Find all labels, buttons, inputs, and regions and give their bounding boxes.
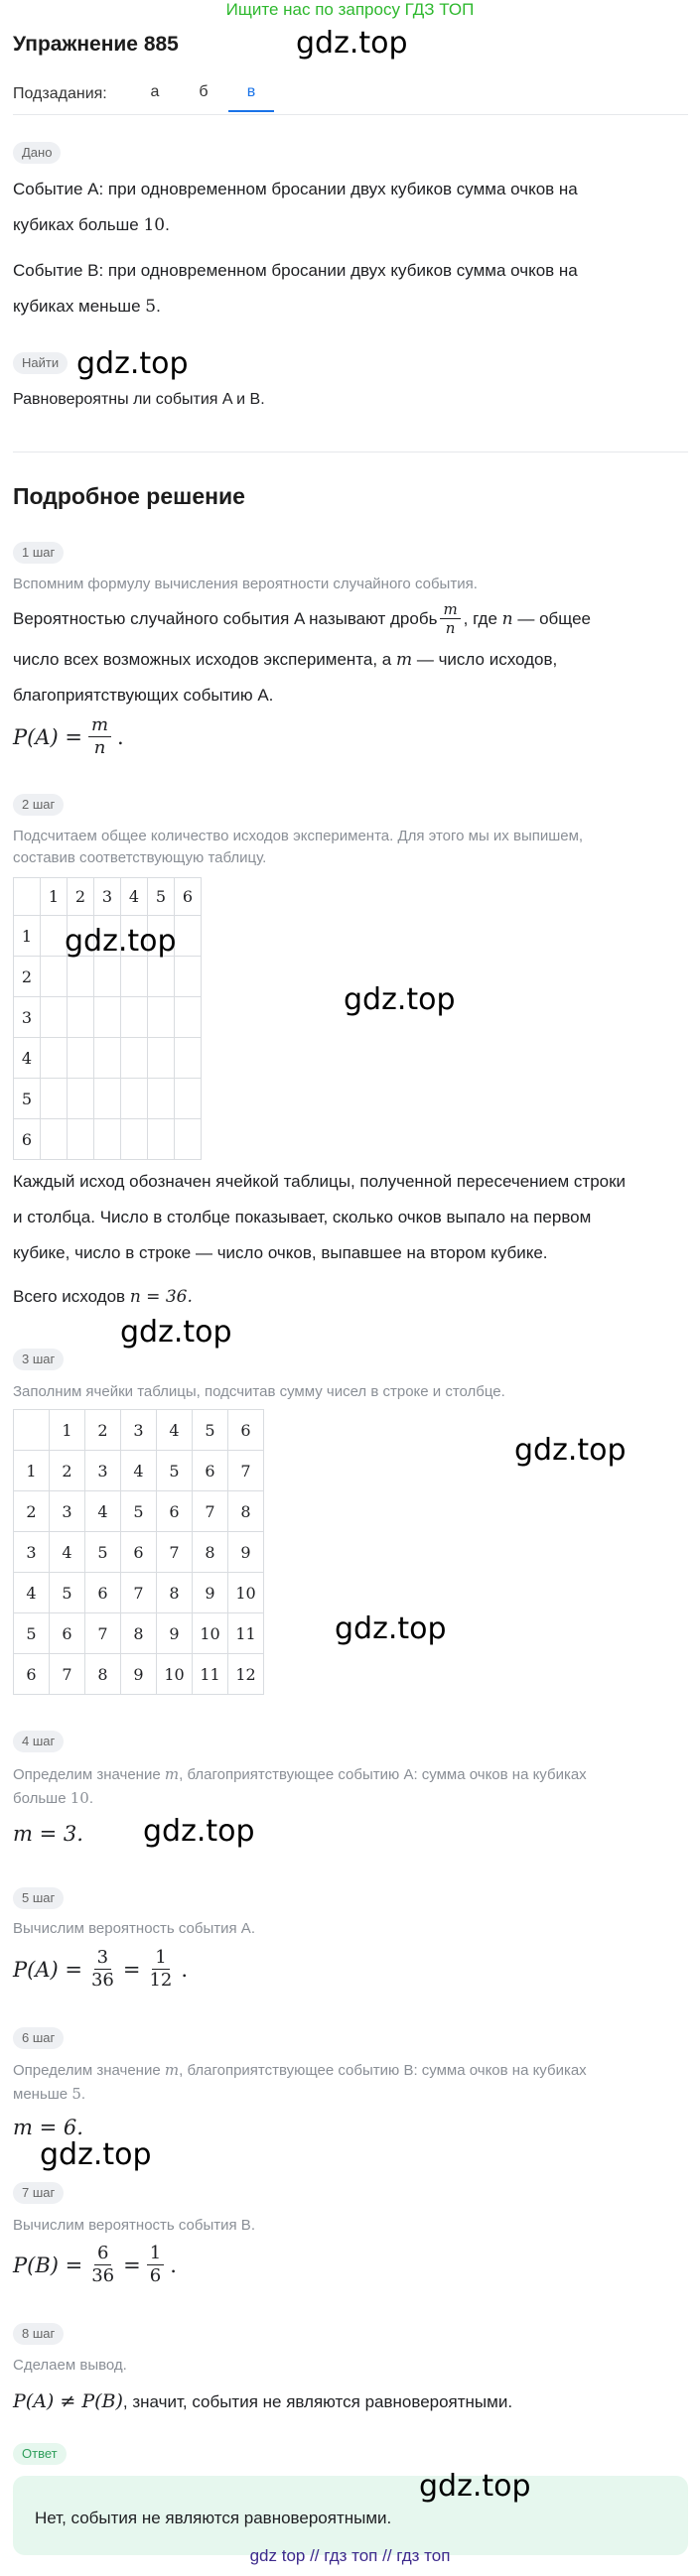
answer-chip: Ответ: [13, 2443, 67, 2465]
given-chip: Дано: [13, 142, 61, 164]
row-header-cell: 1: [14, 916, 41, 957]
table-header-cell: 5: [148, 878, 175, 916]
solution-title: Подробное решение: [13, 483, 245, 509]
step-6-chip: 6 шаг: [13, 2027, 64, 2049]
table-cell: [121, 1079, 148, 1119]
table-header-cell: 1: [14, 1451, 50, 1491]
step-8-conclusion: [13, 2383, 678, 2420]
outcomes-table: [13, 877, 202, 1160]
table-row: [14, 1451, 264, 1491]
total-formula: n = 36.: [129, 1287, 193, 1307]
sum-cell: 7: [85, 1613, 121, 1654]
sum-cell: 4: [50, 1532, 85, 1573]
step-4-number: 10: [70, 1789, 89, 1807]
event-b-line1: Событие B: при одновременном бросании двух кубиков сумма очков на: [13, 261, 578, 280]
row-header-cell: 4: [14, 1038, 41, 1079]
step-5-fraction-2: [146, 1947, 175, 1992]
fraction-denominator: 6: [149, 2265, 162, 2286]
sum-cell: 9: [228, 1532, 264, 1573]
sum-cell: 7: [50, 1654, 85, 1695]
step-7-hint: Вычислим вероятность события B.: [13, 2217, 255, 2234]
sum-cell: 4: [121, 1451, 157, 1491]
table-header-cell: [14, 1410, 50, 1451]
sum-cell: 7: [193, 1491, 228, 1532]
step-6-number: 5: [71, 2085, 81, 2103]
table-header-cell: 2: [68, 878, 94, 916]
table-cell: [148, 1038, 175, 1079]
step-1-line2: [13, 642, 678, 678]
step-4-hint-c: больше: [13, 1790, 67, 1807]
fraction-numerator: 3: [94, 1947, 111, 1970]
sum-cell: 9: [157, 1613, 193, 1654]
formula-end: .: [170, 2253, 177, 2277]
step-4-chip: 4 шаг: [13, 1731, 64, 1752]
table-row: [14, 1038, 202, 1079]
find-question: Равновероятны ли события A и B.: [13, 391, 265, 408]
step-2-chip: 2 шаг: [13, 794, 64, 816]
table-cell: [68, 957, 94, 997]
fraction-denominator: 36: [91, 2265, 115, 2286]
formula-end: .: [181, 1957, 189, 1982]
event-b-number: 5: [145, 297, 157, 317]
var-m: m: [395, 650, 413, 670]
table-cell: [148, 1079, 175, 1119]
step-4-hint-1: [13, 1762, 678, 1787]
event-a-line1: Событие A: при одновременном бросании двух кубиков сумма очков на: [13, 180, 578, 198]
step-1-line1: [13, 600, 678, 637]
table-cell: [175, 1119, 202, 1160]
sum-cell: 9: [193, 1573, 228, 1613]
sum-cell: 3: [85, 1451, 121, 1491]
step-1-line2-b: — число исходов,: [416, 650, 558, 669]
table-header-cell: [14, 878, 41, 916]
step-4-var: m: [164, 1765, 180, 1783]
row-header-cell: 6: [14, 1119, 41, 1160]
table-header-cell: 2: [85, 1410, 121, 1451]
sum-cell: 10: [193, 1613, 228, 1654]
step-4-hint-a: Определим значение: [13, 1766, 161, 1783]
table-header-cell: 6: [228, 1410, 264, 1451]
equals-sign: =: [122, 1957, 141, 1982]
table-header-cell: 3: [94, 878, 121, 916]
sum-cell: 6: [193, 1451, 228, 1491]
step-1-hint: Вспомним формулу вычисления вероятности случайного события.: [13, 576, 478, 592]
step-4-hint-2: [13, 1786, 678, 1811]
table-cell: [68, 1119, 94, 1160]
event-a-cont: кубиках больше: [13, 215, 139, 234]
page-title: Упражнение 885: [13, 33, 179, 56]
step-1-line1-b: , где: [463, 608, 497, 628]
sum-cell: 7: [228, 1451, 264, 1491]
table-cell: [94, 1119, 121, 1160]
table-cell: [68, 997, 94, 1038]
table-cell: [175, 957, 202, 997]
formula-lhs: P(A) =: [13, 724, 82, 749]
table-cell: [148, 997, 175, 1038]
step-5-hint: Вычислим вероятность события A.: [13, 1920, 255, 1937]
table-row: [14, 997, 202, 1038]
step-6-formula: m = 6.: [13, 2116, 83, 2139]
step-7-fraction-2: [147, 2243, 164, 2287]
table-row: [14, 957, 202, 997]
table-cell: [121, 957, 148, 997]
answer-text: Нет, события не являются равновероятными.: [35, 2509, 392, 2527]
sum-cell: 8: [157, 1573, 193, 1613]
table-header-cell: 5: [193, 1410, 228, 1451]
row-header-cell: 2: [14, 957, 41, 997]
table-header-cell: 1: [41, 878, 68, 916]
search-banner[interactable]: Ищите нас по запросу ГДЗ ТОП: [225, 0, 475, 19]
sum-cell: 8: [121, 1613, 157, 1654]
fraction-denominator: n: [445, 619, 456, 637]
sum-cell: 5: [157, 1451, 193, 1491]
table-cell: [41, 1119, 68, 1160]
step-1-line1-a: Вероятностью случайного события A называют дробь: [13, 608, 438, 628]
step-1-fraction: [440, 600, 460, 637]
step-5-chip: 5 шаг: [13, 1887, 64, 1909]
var-n: n: [501, 608, 513, 629]
watermark: gdz.top: [419, 2469, 531, 2504]
table-cell: [94, 1079, 121, 1119]
sum-cell: 12: [228, 1654, 264, 1695]
table-row: [14, 1532, 264, 1573]
step-6-hint-c: меньше: [13, 2086, 69, 2103]
watermark: gdz.top: [344, 982, 456, 1017]
fraction-numerator: 1: [147, 2243, 164, 2265]
table-cell: [175, 916, 202, 957]
fraction-numerator: m: [440, 600, 460, 619]
header-divider: [13, 114, 688, 115]
row-header-cell: 5: [14, 1079, 41, 1119]
step-7-chip: 7 шаг: [13, 2182, 64, 2204]
sum-cell: 5: [85, 1532, 121, 1573]
active-tab-indicator: [228, 110, 274, 112]
sum-cell: 6: [121, 1532, 157, 1573]
formula-fraction: [88, 714, 111, 759]
sum-cell: 3: [50, 1491, 85, 1532]
total-label: Всего исходов: [13, 1287, 126, 1306]
step-8-hint: Сделаем вывод.: [13, 2357, 127, 2374]
table-header-cell: 6: [175, 878, 202, 916]
table-header-cell: 3: [121, 1410, 157, 1451]
sum-cell: 5: [50, 1573, 85, 1613]
table-header-cell: 4: [157, 1410, 193, 1451]
step-5-lhs: P(A) =: [13, 1957, 82, 1982]
fraction-denominator: 36: [90, 1970, 114, 1991]
step-8-formula: P(A) ≠ P(B): [13, 2390, 123, 2412]
fraction-numerator: 6: [94, 2243, 111, 2265]
step-1-line2-a: число всех возможных исходов эксперимента, а: [13, 650, 392, 669]
formula-denominator: n: [93, 737, 106, 758]
tab-b[interactable]: б: [199, 83, 209, 100]
watermark: gdz.top: [120, 1315, 232, 1350]
sum-cell: 5: [121, 1491, 157, 1532]
table-row: [14, 1079, 202, 1119]
equals-sign: =: [123, 2253, 141, 2277]
formula-numerator: m: [88, 714, 111, 737]
sum-cell: 10: [157, 1654, 193, 1695]
sum-cell: 6: [85, 1573, 121, 1613]
table-row: [14, 1654, 264, 1695]
step-6-var: m: [164, 2061, 180, 2079]
fraction-denominator: 12: [149, 1970, 173, 1991]
table-row: [14, 1573, 264, 1613]
sum-cell: 11: [193, 1654, 228, 1695]
table-cell: [121, 997, 148, 1038]
table-row: [14, 1119, 202, 1160]
table-row: [14, 1491, 264, 1532]
row-header-cell: 3: [14, 997, 41, 1038]
table-header-cell: 5: [14, 1613, 50, 1654]
sum-cell: 8: [193, 1532, 228, 1573]
step-6-hint-1: [13, 2058, 678, 2083]
watermark: gdz.top: [143, 1814, 255, 1849]
event-b-line2: кубиках меньше 5.: [13, 297, 161, 317]
step-1-line3: благоприятствующих событию A.: [13, 686, 274, 705]
formula-end: .: [117, 724, 124, 749]
table-cell: [148, 957, 175, 997]
watermark: gdz.top: [514, 1433, 627, 1468]
table-cell: [68, 1079, 94, 1119]
subtasks-label: Подзадания:: [13, 85, 107, 102]
sums-table: [13, 1409, 264, 1695]
watermark: gdz.top: [65, 924, 177, 959]
step-7-formula: [13, 2243, 177, 2287]
event-b-cont: кубиках меньше: [13, 297, 141, 316]
step-3-chip: 3 шаг: [13, 1349, 64, 1370]
table-cell: [175, 997, 202, 1038]
table-header-cell: 6: [14, 1654, 50, 1695]
sum-cell: 9: [121, 1654, 157, 1695]
watermark: gdz.top: [296, 26, 408, 61]
sum-cell: 7: [121, 1573, 157, 1613]
fraction-numerator: 1: [152, 1947, 169, 1970]
table-cell: [175, 1038, 202, 1079]
table-cell: [148, 1119, 175, 1160]
probability-formula: [13, 714, 124, 759]
step-2-hint-1: Подсчитаем общее количество исходов эксперимента. Для этого мы их выпишем,: [13, 828, 584, 844]
table-cell: [41, 957, 68, 997]
table-cell: [94, 957, 121, 997]
sum-cell: 6: [50, 1613, 85, 1654]
sum-cell: 2: [50, 1451, 85, 1491]
sum-cell: 6: [157, 1491, 193, 1532]
table-header-cell: 3: [14, 1532, 50, 1573]
table-header-cell: 4: [14, 1573, 50, 1613]
watermark: gdz.top: [76, 346, 189, 381]
step-2-text-1: Каждый исход обозначен ячейкой таблицы, полученной пересечением строки: [13, 1172, 627, 1191]
event-a-line2: кубиках больше 10.: [13, 215, 170, 235]
watermark: gdz.top: [40, 2137, 152, 2172]
table-cell: [41, 1038, 68, 1079]
step-6-hint-end: .: [80, 2086, 86, 2103]
step-5-formula: [13, 1947, 188, 1992]
step-4-formula: m = 3.: [13, 1822, 83, 1846]
step-2-hint-2: составив соответствующую таблицу.: [13, 849, 267, 866]
sum-cell: 11: [228, 1613, 264, 1654]
step-4-hint-end: .: [88, 1790, 93, 1807]
table-cell: [175, 1079, 202, 1119]
sum-cell: 4: [85, 1491, 121, 1532]
table-header-cell: 2: [14, 1491, 50, 1532]
table-header-cell: 1: [50, 1410, 85, 1451]
table-cell: [121, 1119, 148, 1160]
table-cell: [121, 1038, 148, 1079]
footer-links[interactable]: gdz top // гдз топ // гдз топ: [249, 2546, 451, 2565]
table-row: [14, 1613, 264, 1654]
step-4-hint-b: , благоприятствующее событию A: сумма очков на кубиках: [179, 1766, 587, 1783]
step-6-hint-2: [13, 2082, 678, 2107]
step-3-hint: Заполним ячейки таблицы, подсчитав сумму чисел в строке и столбце.: [13, 1383, 505, 1400]
section-divider: [13, 451, 688, 452]
step-8-conclusion-text: , значит, события не являются равновероятными.: [122, 2392, 513, 2411]
sum-cell: 8: [85, 1654, 121, 1695]
table-cell: [94, 997, 121, 1038]
step-6-hint-b: , благоприятствующее событию B: сумма очков на кубиках: [179, 2062, 587, 2079]
table-cell: [94, 1038, 121, 1079]
step-2-total: [13, 1279, 678, 1315]
step-1-chip: 1 шаг: [13, 542, 64, 564]
event-a-number: 10: [143, 215, 166, 235]
step-5-fraction-1: [88, 1947, 117, 1992]
step-7-lhs: P(B) =: [13, 2253, 83, 2277]
step-1-line1-c: — общее: [517, 608, 591, 628]
watermark: gdz.top: [335, 1611, 447, 1646]
table-cell: [41, 916, 68, 957]
step-2-text-2: и столбца. Число в столбце показывает, сколько очков выпало на первом: [13, 1208, 592, 1226]
step-6-hint-a: Определим значение: [13, 2062, 161, 2079]
find-chip: Найти: [13, 352, 68, 374]
step-7-fraction-1: [88, 2243, 117, 2287]
step-8-chip: 8 шаг: [13, 2323, 64, 2345]
table-cell: [68, 1038, 94, 1079]
table-row: [14, 1410, 264, 1451]
tab-a[interactable]: а: [150, 83, 160, 100]
tab-v[interactable]: в: [246, 83, 256, 100]
step-2-text-3: кубике, число в строке — число очков, выпавшее на втором кубике.: [13, 1243, 548, 1262]
table-header-cell: 4: [121, 878, 148, 916]
sum-cell: 8: [228, 1491, 264, 1532]
sum-cell: 10: [228, 1573, 264, 1613]
sum-cell: 7: [157, 1532, 193, 1573]
table-cell: [41, 1079, 68, 1119]
table-cell: [41, 997, 68, 1038]
